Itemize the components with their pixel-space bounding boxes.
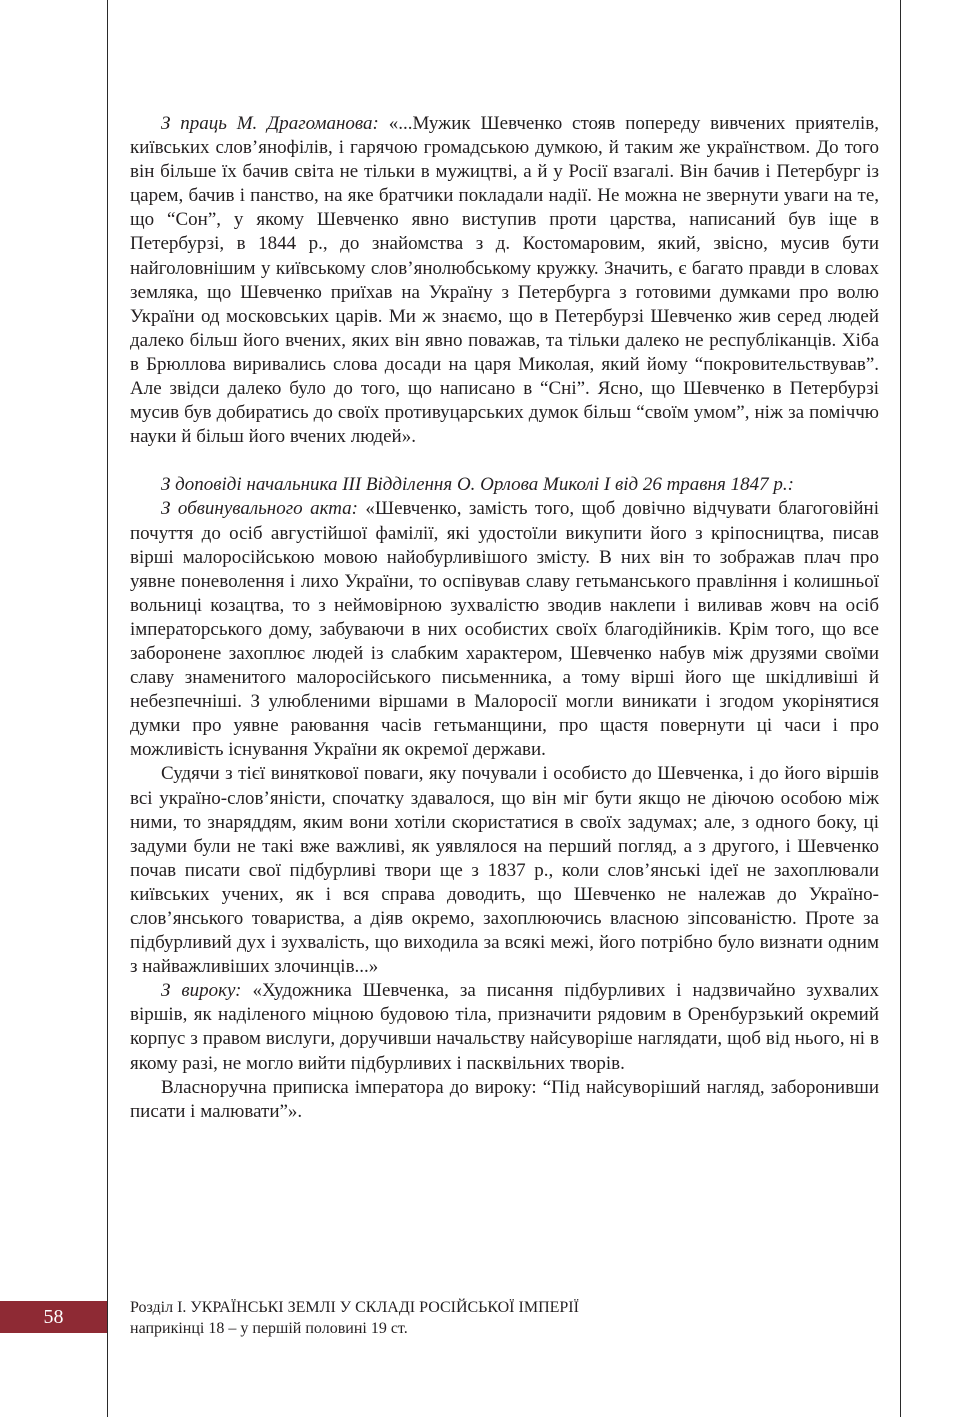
paragraph-text: Судячи з тієї виняткової поваги, яку почували і особисто до Шевченка, і до його віршів всі україно-слов’яністи, спочатку здавалося, що він міг бути якщо не діючою особою між ними, то знаряддям, яким вони хотіли скористатися в своїх задумах; але, з одного боку, ці задуми були не такі вже важливі, як уявлялося на перший погляд, а з другого, і Шевченко почав писати свої підбурливі твори ще з 1837 р., коли слов’янські ідеї не захоплювали київських учених, як і вся справа доводить, що Шевченко не належав до Україно-слов’янського товариства, а діяв окремо, захоплюючись власною зіпсованістю. Проте за підбурливий дух і зухвалість, що виходила за всякі межі, його потрібно було визнати одним з найважливіших злочинців...» (130, 763, 879, 978)
paragraph-text: «Художника Шевченка, за писання підбурливих і надзвичайно зухвалих віршів, як наділеного міцною будовою тіла, призначити рядовим в Оренбурзький окремий корпус з правом вислуги, доручивши начальству найсуворіше наглядати, щоб від нього, ні в якому разі, не могло вийти підбурливих і пасквільних творів. (130, 980, 879, 1074)
paragraph-lead: З вироку: (161, 980, 242, 1002)
paragraph-text: «Шевченко, замість того, щоб довічно відчувати благоговійні почуття до осіб августійшої фамілії, які удостоїли викупити його з кріпосництва, писав вірші малоросійською мовою найобурливішого змісту. В них він то зображав плач про уявне поневолення і лихо України, то оспівував славу гетьманського правління і колишньої вольниці козацтва, то з неймовірною зухвалістю зводив наклепи і виливав жовч на осіб імператорського дому, забуваючи в них особистих своїх благодійників. Крім того, що все заборонене захоплює людей із слабким характером, Шевченко набув між друзями своїми славу знаменитого малоросійського письменника, а тому вірші його ще шкідливіші й небезпечніші. З улюбленими віршами в Малоросії могли виникати і згодом укорінятися думки про уявне раювання часів гетьманщини, про щастя повернути ці часи і про можливість існування України як окремої держави. (130, 498, 879, 761)
right-margin-rule (900, 0, 901, 1417)
paragraph-lead: З праць М. Драгоманова: (161, 113, 379, 134)
paragraph-lead: З доповіді начальника ІІІ Відділення О. Орлова Миколі І від 26 травня 1847 р.: (161, 474, 794, 496)
left-margin-rule (107, 0, 108, 1417)
paragraph-orlov-heading (130, 473, 879, 497)
footer-period: наприкінці 18 – у першій половині 19 ст. (130, 1320, 408, 1337)
paragraph-text: «...Мужик Шевченко стояв попереду вивчених приятелів, київських слов’янофілів, і гарячою громадською думкою, й таким же українством. До того він більше їх бачив світа не тільки в мужицтві, а й у Росії взагалі. Він бачив і Петербург із царем, бачив і панство, на яке братчики покладали надії. Не можна не звернути уваги на те, що “Сон”, у якому Шевченко явно виступив проти царства, написаний був іще в Петербурзі, в 1844 р., до знайомства з д. Костомаровим, який, звісно, мусив бути найголовнішим у київському слов’янолюбському кружку. Значить, є багато правди в словах земляка, що Шевченко приїхав на Україну з Петербурга з готовими думками про волю України од московських царів. Ми ж знаємо, що в Петербурзі Шевченко жив серед людей далеко більш його вчених, яких він явно поважав, та тільки далеко не республіканців. Хіба в Брюллова виривались слова досади на царя Миколая, який йому “покровительствував”. Але звідси далеко було до того, що написано в “Сні”. Ясно, що Шевченко в Петербурзі мусив був добиратись до своїх противуцарських думок більш “своїм умом”, ніж за поміччю науки й більш його вчених людей». (130, 113, 879, 448)
paragraph-text: Власноручна приписка імператора до вироку: “Під найсуворіший нагляд, заборонивши писати і малювати”». (130, 1076, 879, 1122)
document-body (130, 112, 879, 1124)
paragraph-emperor-note (130, 1076, 879, 1124)
paragraph-lead: З обвинувального акта: (161, 498, 358, 520)
paragraph-judging (130, 762, 879, 979)
paragraph-indictment (130, 497, 879, 762)
footer-section-title: Розділ І. УКРАЇНСЬКІ ЗЕМЛІ У СКЛАДІ РОСІЙСЬКОЇ ІМПЕРІЇ (130, 1299, 579, 1316)
paragraph-verdict (130, 979, 879, 1075)
paragraph-dragomanov (130, 112, 879, 449)
running-footer (130, 1297, 730, 1339)
page-number: 58 (0, 1301, 107, 1333)
